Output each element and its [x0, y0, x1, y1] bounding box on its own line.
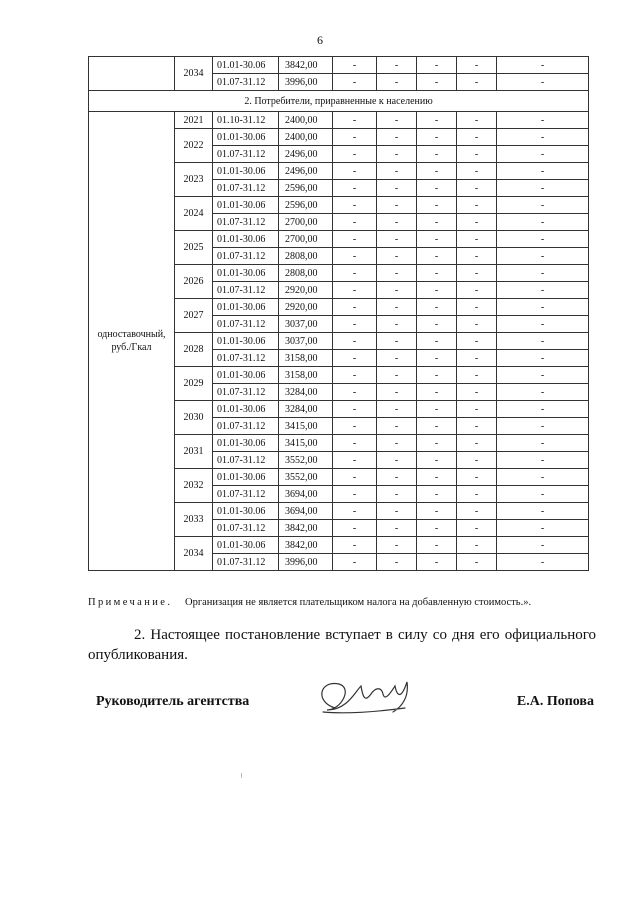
period-cell: 01.10-31.12 [213, 112, 279, 129]
dash-cell: - [333, 384, 377, 401]
dash-cell: - [333, 503, 377, 520]
dash-cell: - [497, 282, 589, 299]
year-cell: 2026 [175, 265, 213, 299]
dash-cell: - [377, 554, 417, 571]
period-cell: 01.07-31.12 [213, 384, 279, 401]
dash-cell: - [333, 486, 377, 503]
dash-cell: - [377, 452, 417, 469]
tariff-value-cell: 3996,00 [279, 554, 333, 571]
dash-cell: - [497, 520, 589, 537]
dash-cell: - [417, 452, 457, 469]
dash-cell: - [457, 418, 497, 435]
dash-cell: - [497, 554, 589, 571]
dash-cell: - [497, 299, 589, 316]
period-cell: 01.01-30.06 [213, 265, 279, 282]
dash-cell: - [457, 435, 497, 452]
dash-cell: - [333, 333, 377, 350]
section-row [89, 91, 589, 112]
dash-cell: - [457, 367, 497, 384]
dash-cell: - [457, 197, 497, 214]
tariff-value-cell: 2920,00 [279, 299, 333, 316]
dash-cell: - [497, 74, 589, 91]
dash-cell: - [457, 180, 497, 197]
period-cell: 01.07-31.12 [213, 180, 279, 197]
dash-cell: - [417, 469, 457, 486]
period-cell: 01.01-30.06 [213, 333, 279, 350]
dash-cell: - [417, 520, 457, 537]
period-cell: 01.07-31.12 [213, 146, 279, 163]
tariff-value-cell: 3842,00 [279, 537, 333, 554]
dash-cell: - [457, 452, 497, 469]
dash-cell: - [497, 112, 589, 129]
dash-cell: - [417, 248, 457, 265]
period-cell: 01.07-31.12 [213, 452, 279, 469]
tariff-value-cell: 3158,00 [279, 350, 333, 367]
dash-cell: - [417, 554, 457, 571]
dash-cell: - [497, 486, 589, 503]
tariff-value-cell: 3284,00 [279, 384, 333, 401]
tariff-value-cell: 3552,00 [279, 469, 333, 486]
dash-cell: - [497, 367, 589, 384]
year-cell: 2025 [175, 231, 213, 265]
year-cell: 2034 [175, 537, 213, 571]
dash-cell: - [497, 248, 589, 265]
dash-cell: - [457, 299, 497, 316]
dash-cell: - [457, 486, 497, 503]
dash-cell: - [377, 282, 417, 299]
tariff-value-cell: 2808,00 [279, 248, 333, 265]
tariff-value-cell: 3694,00 [279, 486, 333, 503]
dash-cell: - [377, 57, 417, 74]
category-cell: одноставочный, руб./Гкал [89, 112, 175, 571]
period-cell: 01.01-30.06 [213, 231, 279, 248]
dash-cell: - [457, 265, 497, 282]
dash-cell: - [377, 74, 417, 91]
tariff-value-cell: 3158,00 [279, 367, 333, 384]
dash-cell: - [377, 163, 417, 180]
year-cell: 2032 [175, 469, 213, 503]
dash-cell: - [333, 469, 377, 486]
dash-cell: - [497, 333, 589, 350]
dash-cell: - [417, 384, 457, 401]
tariff-value-cell: 2496,00 [279, 163, 333, 180]
effective-date-paragraph: 2. Настоящее постановление вступает в силу со дня его официального опубликования. [88, 627, 596, 663]
dash-cell: - [417, 231, 457, 248]
dash-cell: - [417, 197, 457, 214]
dash-cell: - [457, 112, 497, 129]
dash-cell: - [497, 231, 589, 248]
year-cell: 2029 [175, 367, 213, 401]
dash-cell: - [457, 57, 497, 74]
tariff-value-cell: 3842,00 [279, 57, 333, 74]
dash-cell: - [417, 74, 457, 91]
page-number: 6 [317, 33, 323, 47]
dash-cell: - [377, 503, 417, 520]
tariff-value-cell: 2596,00 [279, 197, 333, 214]
year-cell: 2021 [175, 112, 213, 129]
dash-cell: - [457, 146, 497, 163]
dash-cell: - [333, 163, 377, 180]
dash-cell: - [497, 350, 589, 367]
dash-cell: - [333, 180, 377, 197]
dash-cell: - [457, 231, 497, 248]
dash-cell: - [333, 554, 377, 571]
dash-cell: - [457, 350, 497, 367]
dash-cell: - [417, 299, 457, 316]
dash-cell: - [377, 265, 417, 282]
year-cell: 2022 [175, 129, 213, 163]
dash-cell: - [377, 129, 417, 146]
dash-cell: - [333, 350, 377, 367]
tariff-value-cell: 2496,00 [279, 146, 333, 163]
period-cell: 01.07-31.12 [213, 282, 279, 299]
dash-cell: - [377, 197, 417, 214]
dash-cell: - [417, 180, 457, 197]
section-heading: 2. Потребители, приравненные к населению [89, 91, 589, 112]
dash-cell: - [333, 367, 377, 384]
dash-cell: - [457, 333, 497, 350]
dash-cell: - [377, 316, 417, 333]
tariff-table [88, 56, 589, 571]
period-cell: 01.07-31.12 [213, 248, 279, 265]
dash-cell: - [333, 146, 377, 163]
tariff-value-cell: 2808,00 [279, 265, 333, 282]
tariff-value-cell: 2700,00 [279, 214, 333, 231]
dash-cell: - [497, 537, 589, 554]
tariff-value-cell: 2596,00 [279, 180, 333, 197]
note-label: Примечание. [88, 597, 173, 608]
dash-cell: - [333, 57, 377, 74]
period-cell: 01.01-30.06 [213, 435, 279, 452]
dash-cell: - [333, 299, 377, 316]
note-text: Организация не является плательщиком налога на добавленную стоимость.». [185, 597, 532, 608]
dash-cell: - [333, 214, 377, 231]
dash-cell: - [377, 333, 417, 350]
period-cell: 01.01-30.06 [213, 469, 279, 486]
dash-cell: - [457, 384, 497, 401]
dash-cell: - [333, 282, 377, 299]
year-cell: 2034 [175, 57, 213, 91]
dash-cell: - [497, 180, 589, 197]
dash-cell: - [497, 57, 589, 74]
dash-cell: - [377, 350, 417, 367]
dash-cell: - [377, 231, 417, 248]
period-cell: 01.01-30.06 [213, 299, 279, 316]
dash-cell: - [417, 129, 457, 146]
dash-cell: - [377, 418, 417, 435]
dash-cell: - [377, 180, 417, 197]
year-cell: 2033 [175, 503, 213, 537]
dash-cell: - [333, 74, 377, 91]
dash-cell: - [497, 197, 589, 214]
dash-cell: - [457, 248, 497, 265]
dash-cell: - [333, 537, 377, 554]
dash-cell: - [497, 469, 589, 486]
scan-mark [241, 773, 242, 778]
tariff-value-cell: 2400,00 [279, 112, 333, 129]
dash-cell: - [333, 435, 377, 452]
year-cell: 2023 [175, 163, 213, 197]
dash-cell: - [457, 316, 497, 333]
dash-cell: - [377, 435, 417, 452]
period-cell: 01.07-31.12 [213, 316, 279, 333]
table-row [89, 57, 589, 74]
period-cell: 01.01-30.06 [213, 401, 279, 418]
dash-cell: - [417, 146, 457, 163]
tariff-value-cell: 3415,00 [279, 435, 333, 452]
dash-cell: - [497, 435, 589, 452]
period-cell: 01.01-30.06 [213, 163, 279, 180]
period-cell: 01.07-31.12 [213, 214, 279, 231]
year-cell: 2028 [175, 333, 213, 367]
dash-cell: - [497, 503, 589, 520]
year-cell: 2030 [175, 401, 213, 435]
dash-cell: - [333, 231, 377, 248]
dash-cell: - [497, 163, 589, 180]
dash-cell: - [417, 316, 457, 333]
table-row [89, 112, 589, 129]
dash-cell: - [417, 57, 457, 74]
year-cell: 2031 [175, 435, 213, 469]
tariff-value-cell: 3552,00 [279, 452, 333, 469]
dash-cell: - [497, 401, 589, 418]
dash-cell: - [417, 367, 457, 384]
dash-cell: - [457, 537, 497, 554]
dash-cell: - [333, 418, 377, 435]
dash-cell: - [417, 163, 457, 180]
tariff-value-cell: 3694,00 [279, 503, 333, 520]
dash-cell: - [417, 350, 457, 367]
dash-cell: - [333, 129, 377, 146]
dash-cell: - [333, 265, 377, 282]
period-cell: 01.07-31.12 [213, 350, 279, 367]
year-cell: 2024 [175, 197, 213, 231]
dash-cell: - [333, 452, 377, 469]
dash-cell: - [377, 384, 417, 401]
category-cell [89, 57, 175, 91]
dash-cell: - [457, 163, 497, 180]
period-cell: 01.07-31.12 [213, 74, 279, 91]
dash-cell: - [417, 537, 457, 554]
dash-cell: - [377, 367, 417, 384]
tariff-value-cell: 2700,00 [279, 231, 333, 248]
dash-cell: - [377, 248, 417, 265]
period-cell: 01.07-31.12 [213, 554, 279, 571]
handwritten-signature [305, 672, 425, 722]
period-cell: 01.01-30.06 [213, 197, 279, 214]
dash-cell: - [333, 520, 377, 537]
year-cell: 2027 [175, 299, 213, 333]
dash-cell: - [377, 520, 417, 537]
dash-cell: - [333, 401, 377, 418]
period-cell: 01.01-30.06 [213, 503, 279, 520]
dash-cell: - [333, 112, 377, 129]
dash-cell: - [497, 452, 589, 469]
dash-cell: - [417, 435, 457, 452]
period-cell: 01.01-30.06 [213, 537, 279, 554]
dash-cell: - [457, 214, 497, 231]
dash-cell: - [457, 503, 497, 520]
period-cell: 01.07-31.12 [213, 486, 279, 503]
dash-cell: - [457, 282, 497, 299]
dash-cell: - [417, 333, 457, 350]
dash-cell: - [497, 316, 589, 333]
dash-cell: - [333, 316, 377, 333]
dash-cell: - [457, 554, 497, 571]
dash-cell: - [377, 214, 417, 231]
dash-cell: - [497, 384, 589, 401]
tariff-value-cell: 3037,00 [279, 333, 333, 350]
signatory-title: Руководитель агентства [96, 694, 250, 709]
dash-cell: - [377, 112, 417, 129]
dash-cell: - [417, 265, 457, 282]
dash-cell: - [497, 146, 589, 163]
dash-cell: - [377, 537, 417, 554]
tariff-value-cell: 2400,00 [279, 129, 333, 146]
period-cell: 01.01-30.06 [213, 57, 279, 74]
dash-cell: - [417, 503, 457, 520]
dash-cell: - [377, 401, 417, 418]
dash-cell: - [377, 469, 417, 486]
dash-cell: - [417, 418, 457, 435]
dash-cell: - [417, 486, 457, 503]
tariff-value-cell: 2920,00 [279, 282, 333, 299]
dash-cell: - [497, 418, 589, 435]
period-cell: 01.07-31.12 [213, 418, 279, 435]
period-cell: 01.07-31.12 [213, 520, 279, 537]
period-cell: 01.01-30.06 [213, 367, 279, 384]
dash-cell: - [497, 214, 589, 231]
dash-cell: - [333, 197, 377, 214]
dash-cell: - [417, 282, 457, 299]
tariff-value-cell: 3284,00 [279, 401, 333, 418]
dash-cell: - [377, 146, 417, 163]
dash-cell: - [457, 401, 497, 418]
signatory-name: Е.А. Попова [516, 694, 594, 709]
tariff-value-cell: 3415,00 [279, 418, 333, 435]
dash-cell: - [417, 112, 457, 129]
dash-cell: - [497, 265, 589, 282]
dash-cell: - [457, 129, 497, 146]
tariff-value-cell: 3996,00 [279, 74, 333, 91]
tariff-value-cell: 3037,00 [279, 316, 333, 333]
dash-cell: - [417, 214, 457, 231]
dash-cell: - [457, 469, 497, 486]
tariff-value-cell: 3842,00 [279, 520, 333, 537]
dash-cell: - [497, 129, 589, 146]
dash-cell: - [377, 299, 417, 316]
period-cell: 01.01-30.06 [213, 129, 279, 146]
note [88, 597, 531, 608]
dash-cell: - [417, 401, 457, 418]
dash-cell: - [377, 486, 417, 503]
dash-cell: - [457, 74, 497, 91]
dash-cell: - [333, 248, 377, 265]
dash-cell: - [457, 520, 497, 537]
